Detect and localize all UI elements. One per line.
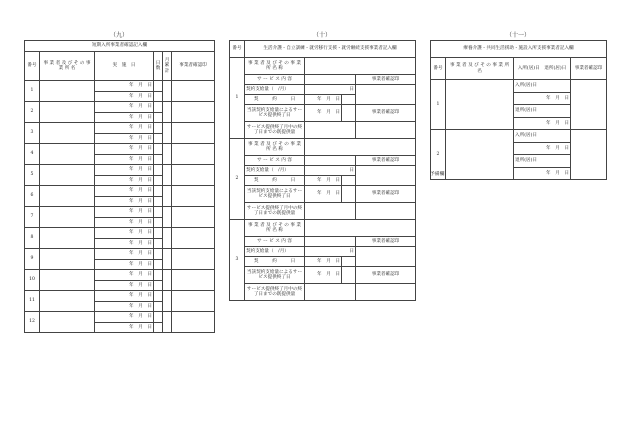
- table-row: [230, 247, 416, 257]
- row-number: 1: [230, 58, 245, 139]
- contract-day-label: 契 約 日: [245, 257, 305, 267]
- section-10-title: 生活介護・自立訓練・就労移行支援・就労継続支援事業者記入欄: [245, 41, 416, 58]
- days-cell: [154, 186, 163, 197]
- used-cell: [305, 203, 356, 220]
- provider-header: 事 業 者 及 び そ の 事 業 所 名: [446, 58, 514, 80]
- date-cell: 年 月 日: [95, 207, 154, 218]
- section-11-label: （十一）: [505, 32, 530, 39]
- confirm-header: 事業者確認印: [356, 267, 416, 284]
- date-cell: 年 月 日: [95, 259, 154, 270]
- period-header: 実 施 日: [95, 52, 154, 81]
- monthly-cell: [163, 291, 172, 312]
- days-cell: [154, 123, 163, 134]
- table-row: [230, 156, 416, 166]
- date-cell: 年 月 日: [95, 228, 154, 239]
- table-row: [431, 80, 607, 93]
- provider-cell: [40, 144, 95, 165]
- spacer-cell: [342, 176, 356, 186]
- contract-day-label: 契 約 日: [245, 95, 305, 105]
- confirm-cell: [172, 123, 215, 144]
- confirm-header: 事業者確認印: [356, 186, 416, 203]
- monthly-cell: [163, 270, 172, 291]
- contract-day-cell: 年 月 日: [305, 95, 342, 105]
- contract-amount-cell: 日: [305, 85, 356, 95]
- confirm-header: 事業者確認印: [172, 52, 215, 81]
- confirm-header: 事業者確認印: [356, 105, 416, 122]
- date-cell: 年 月 日: [95, 112, 154, 123]
- table-row: [230, 122, 416, 139]
- remarks-label: 予備欄: [430, 172, 445, 177]
- section-9-label: （九）: [109, 32, 128, 39]
- remaining-label: 当該契約支給量によるサービス提供終了日: [245, 186, 305, 203]
- monthly-header: 月累計: [163, 52, 172, 81]
- days-cell: [154, 259, 163, 270]
- confirm-cell: [571, 80, 607, 130]
- confirm-cell: [172, 312, 215, 333]
- spacer-cell: [342, 105, 356, 122]
- confirm-cell: [172, 186, 215, 207]
- section-11-title: 療養介護・共同生活援助・施設入所支援事業者記入欄: [431, 41, 607, 58]
- entry-label: 入所(居)日: [514, 80, 571, 93]
- short-stay-table: [24, 40, 215, 333]
- confirm-cell: [571, 130, 607, 180]
- contract-day-cell: 年 月 日: [305, 176, 342, 186]
- date-cell: 年 月 日: [95, 270, 154, 281]
- table-row: [230, 186, 416, 203]
- row-number: 1: [431, 80, 446, 130]
- provider-label: 事 業 者 及 び そ の 事 業 所 名 称: [245, 139, 305, 156]
- provider-header: 事 業 者 及 び そ の 事 業 所 名: [40, 52, 95, 81]
- confirm-header: 事業者確認印: [356, 237, 416, 247]
- days-cell: [154, 175, 163, 186]
- num-header: 番号: [431, 58, 446, 80]
- row-number: 7: [25, 207, 40, 228]
- contract-amount-cell: 日: [305, 247, 356, 257]
- date-cell: 年 月 日: [95, 91, 154, 102]
- days-cell: [154, 238, 163, 249]
- provider-cell: [40, 291, 95, 312]
- table-row: [230, 237, 416, 247]
- table-row: [25, 144, 215, 155]
- table-row: [230, 139, 416, 156]
- remaining-label: 当該契約支給量によるサービス提供終了日: [245, 105, 305, 122]
- provider-cell: [40, 249, 95, 270]
- provider-cell: [40, 102, 95, 123]
- entry-label: 入所(居)日: [514, 130, 571, 143]
- days-cell: [154, 133, 163, 144]
- row-number: 2: [431, 130, 446, 180]
- table-row: [25, 102, 215, 113]
- monthly-cell: [163, 123, 172, 144]
- date-cell: 年 月 日: [95, 238, 154, 249]
- date-cell: 年 月 日: [95, 249, 154, 260]
- confirm-cell: [356, 166, 416, 186]
- entry-date: 年 月 日: [514, 142, 571, 155]
- contract-amount-label: 契約支給量（ /月）: [245, 85, 305, 95]
- row-number: 5: [25, 165, 40, 186]
- used-cell: [305, 284, 356, 301]
- table-row: [230, 220, 416, 237]
- date-cell: 年 月 日: [95, 322, 154, 333]
- used-label: サービス提供終了月中の終了日までの既提供量: [245, 284, 305, 301]
- table-row: [230, 203, 416, 220]
- confirm-cell: [356, 203, 416, 220]
- provider-cell: [446, 130, 514, 180]
- provider-cell: [40, 123, 95, 144]
- provider-cell: [40, 207, 95, 228]
- days-cell: [154, 112, 163, 123]
- days-cell: [154, 207, 163, 218]
- row-number: 12: [25, 312, 40, 333]
- table-row: [25, 186, 215, 197]
- date-cell: 年 月 日: [95, 280, 154, 291]
- date-cell: 年 月 日: [95, 123, 154, 134]
- confirm-cell: [172, 102, 215, 123]
- confirm-cell: [356, 122, 416, 139]
- days-cell: [154, 270, 163, 281]
- table-row: [230, 166, 416, 176]
- row-number: 11: [25, 291, 40, 312]
- section-10-label: （十）: [312, 32, 331, 39]
- table-row: [230, 267, 416, 284]
- confirm-cell: [356, 284, 416, 301]
- service-label: サ ー ビ ス 内 容: [245, 237, 305, 247]
- days-cell: [154, 196, 163, 207]
- monthly-cell: [163, 144, 172, 165]
- date-cell: 年 月 日: [95, 196, 154, 207]
- confirm-cell: [172, 249, 215, 270]
- row-number: 10: [25, 270, 40, 291]
- confirm-cell: [172, 228, 215, 249]
- contract-day-cell: 年 月 日: [305, 257, 342, 267]
- confirm-cell: [356, 247, 416, 267]
- service-cell: [305, 237, 356, 247]
- table-row: [25, 228, 215, 239]
- confirm-cell: [172, 165, 215, 186]
- days-cell: [154, 228, 163, 239]
- date-cell: 年 月 日: [95, 133, 154, 144]
- monthly-cell: [163, 207, 172, 228]
- row-number: 6: [25, 186, 40, 207]
- row-number: 4: [25, 144, 40, 165]
- row-number: 2: [25, 102, 40, 123]
- contract-amount-cell: 日: [305, 166, 356, 176]
- confirm-cell: [172, 81, 215, 102]
- provider-cell: [40, 270, 95, 291]
- remaining-cell: 年 月 日: [305, 105, 342, 122]
- table-row: [25, 312, 215, 323]
- row-number: 9: [25, 249, 40, 270]
- days-cell: [154, 312, 163, 323]
- table-row: [431, 130, 607, 143]
- date-cell: 年 月 日: [95, 312, 154, 323]
- section-9-title: 短期入所事業者確認記入欄: [25, 41, 215, 52]
- days-header: 日数: [154, 52, 163, 81]
- spacer-cell: [342, 95, 356, 105]
- provider-cell: [40, 165, 95, 186]
- date-cell: 年 月 日: [95, 165, 154, 176]
- date-cell: 年 月 日: [95, 186, 154, 197]
- remaining-label: 当該契約支給量によるサービス提供終了日: [245, 267, 305, 284]
- confirm-cell: [172, 291, 215, 312]
- num-header: 番号: [230, 41, 245, 58]
- row-number: 3: [230, 220, 245, 301]
- provider-cell: [40, 186, 95, 207]
- monthly-cell: [163, 312, 172, 333]
- provider-cell: [305, 58, 416, 75]
- row-number: 3: [25, 123, 40, 144]
- service-cell: [305, 75, 356, 85]
- table-row: [230, 75, 416, 85]
- used-label: サービス提供終了月中の終了日までの既提供量: [245, 203, 305, 220]
- table-row: [230, 85, 416, 95]
- confirm-cell: [172, 207, 215, 228]
- table-row: [230, 105, 416, 122]
- spacer-cell: [342, 186, 356, 203]
- table-row: [230, 58, 416, 75]
- contract-amount-label: 契約支給量（ /月）: [245, 166, 305, 176]
- exit-date: 年 月 日: [514, 167, 571, 180]
- days-cell: [154, 102, 163, 113]
- spacer-cell: [342, 267, 356, 284]
- date-cell: 年 月 日: [95, 217, 154, 228]
- provider-cell: [446, 80, 514, 130]
- days-cell: [154, 301, 163, 312]
- provider-cell: [305, 139, 416, 156]
- days-cell: [154, 81, 163, 92]
- exit-label: 退所(居)日: [514, 105, 571, 118]
- provider-cell: [40, 312, 95, 333]
- confirm-cell: [172, 144, 215, 165]
- provider-cell: [305, 220, 416, 237]
- row-number: 8: [25, 228, 40, 249]
- days-cell: [154, 322, 163, 333]
- residential-service-table: [430, 40, 607, 180]
- date-cell: 年 月 日: [95, 291, 154, 302]
- service-cell: [305, 156, 356, 166]
- monthly-cell: [163, 228, 172, 249]
- monthly-cell: [163, 102, 172, 123]
- service-label: サ ー ビ ス 内 容: [245, 75, 305, 85]
- monthly-cell: [163, 165, 172, 186]
- provider-cell: [40, 228, 95, 249]
- date-cell: 年 月 日: [95, 144, 154, 155]
- contract-amount-label: 契約支給量（ /月）: [245, 247, 305, 257]
- date-cell: 年 月 日: [95, 154, 154, 165]
- monthly-cell: [163, 81, 172, 102]
- dates-header: 入所(居)日 退所(居)日: [514, 58, 571, 80]
- date-cell: 年 月 日: [95, 175, 154, 186]
- table-row: [25, 291, 215, 302]
- confirm-cell: [356, 85, 416, 105]
- remaining-cell: 年 月 日: [305, 186, 342, 203]
- contract-day-label: 契 約 日: [245, 176, 305, 186]
- days-cell: [154, 144, 163, 155]
- exit-label: 退所(居)日: [514, 155, 571, 168]
- provider-label: 事 業 者 及 び そ の 事 業 所 名 称: [245, 220, 305, 237]
- daytime-service-table: [229, 40, 416, 301]
- used-cell: [305, 122, 356, 139]
- monthly-cell: [163, 186, 172, 207]
- confirm-header: 事業者確認印: [356, 75, 416, 85]
- table-row: [25, 165, 215, 176]
- days-cell: [154, 165, 163, 176]
- days-cell: [154, 154, 163, 165]
- table-row: [25, 81, 215, 92]
- used-label: サービス提供終了月中の終了日までの既提供量: [245, 122, 305, 139]
- days-cell: [154, 280, 163, 291]
- confirm-header: 事業者確認印: [356, 156, 416, 166]
- row-number: 1: [25, 81, 40, 102]
- days-cell: [154, 217, 163, 228]
- days-cell: [154, 291, 163, 302]
- date-cell: 年 月 日: [95, 301, 154, 312]
- provider-label: 事 業 者 及 び そ の 事 業 所 名 称: [245, 58, 305, 75]
- date-cell: 年 月 日: [95, 81, 154, 92]
- entry-date: 年 月 日: [514, 92, 571, 105]
- table-row: [25, 207, 215, 218]
- num-header: 番号: [25, 52, 40, 81]
- row-number: 2: [230, 139, 245, 220]
- table-row: [230, 284, 416, 301]
- date-cell: 年 月 日: [95, 102, 154, 113]
- table-row: [25, 123, 215, 134]
- confirm-cell: [172, 270, 215, 291]
- days-cell: [154, 91, 163, 102]
- monthly-cell: [163, 249, 172, 270]
- confirm-header: 事業者確認印: [571, 58, 607, 80]
- remaining-cell: 年 月 日: [305, 267, 342, 284]
- spacer-cell: [342, 257, 356, 267]
- service-label: サ ー ビ ス 内 容: [245, 156, 305, 166]
- table-row: [25, 270, 215, 281]
- provider-cell: [40, 81, 95, 102]
- table-row: [25, 249, 215, 260]
- days-cell: [154, 249, 163, 260]
- exit-date: 年 月 日: [514, 117, 571, 130]
